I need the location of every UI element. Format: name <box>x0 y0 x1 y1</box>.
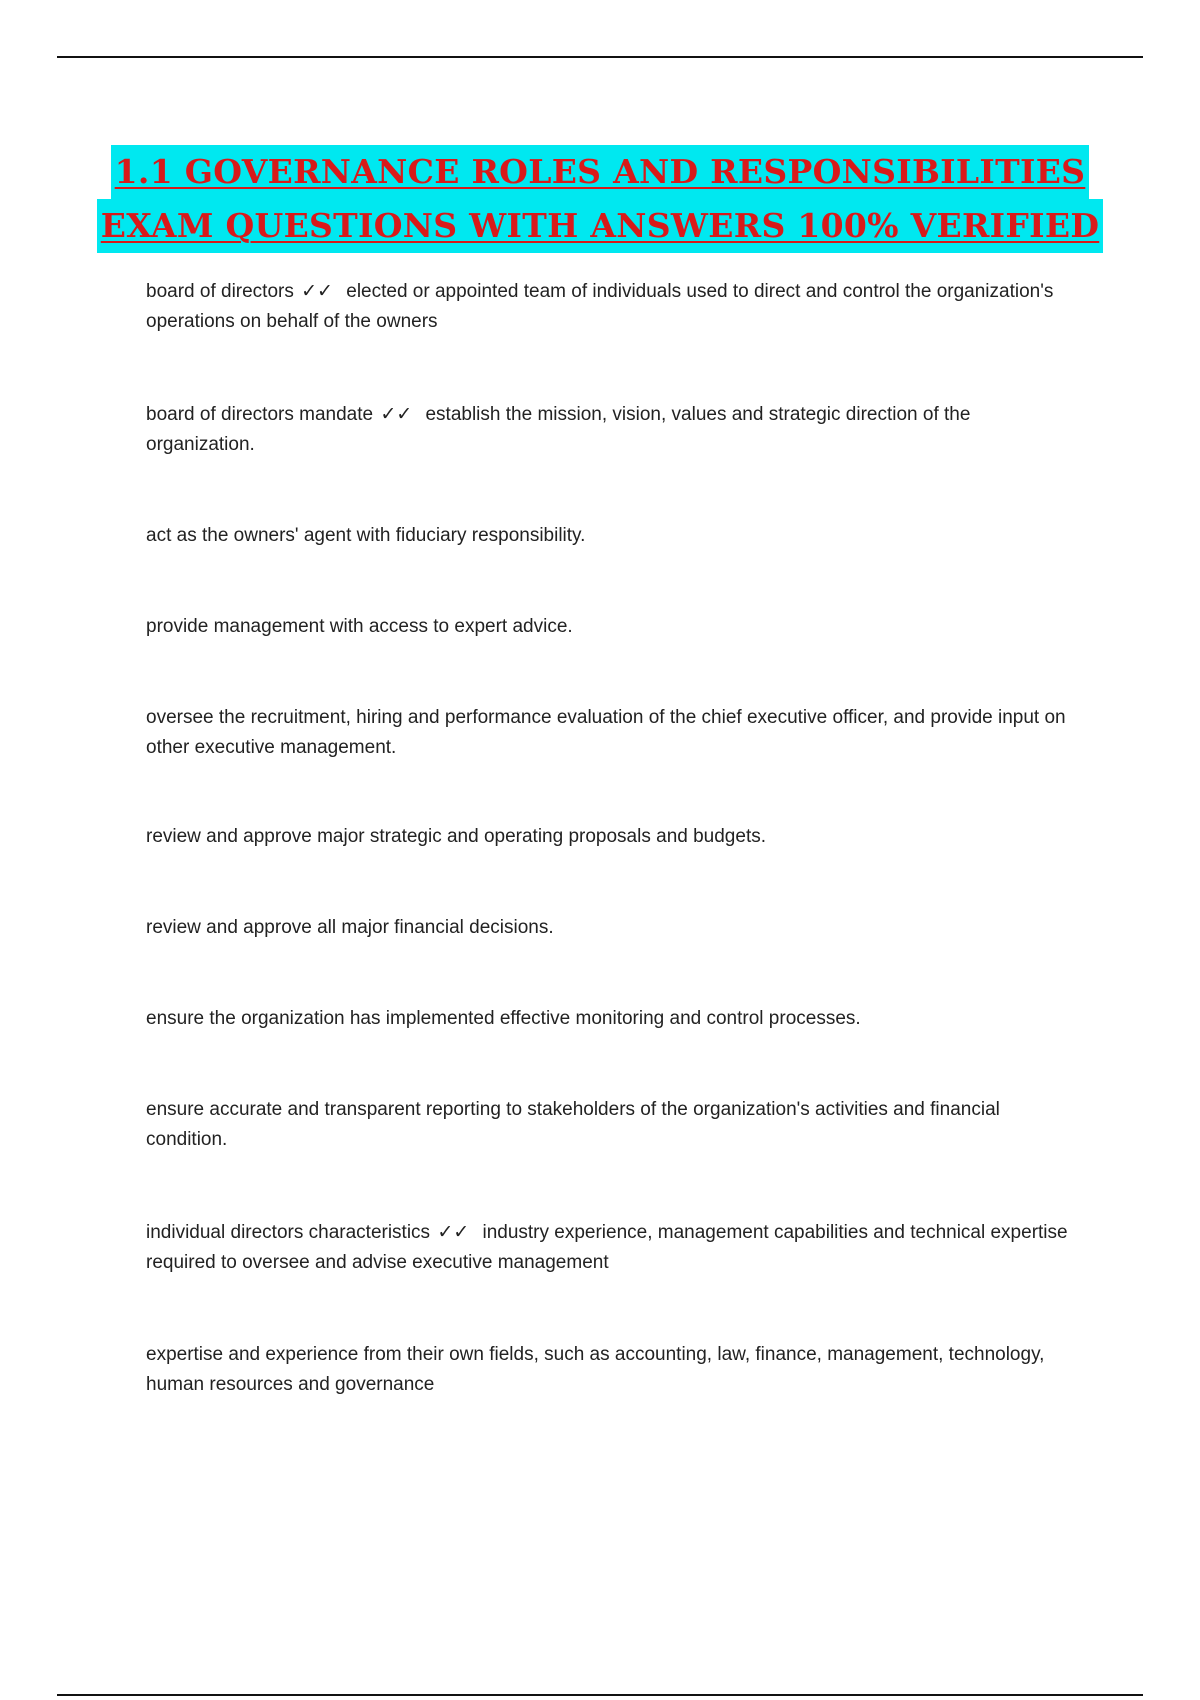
entry-definition: act as the owners' agent with fiduciary responsibility. <box>146 525 586 546</box>
entry-text <box>146 703 1071 763</box>
entry-definition: oversee the recruitment, hiring and performance evaluation of the chief executive officer, and provide input on other executive management. <box>146 707 1066 758</box>
entry-term: board of directors <box>146 281 294 302</box>
double-check-icon: ✓✓ <box>380 404 413 425</box>
entry-definition: industry experience, management capabilities and technical expertise required to oversee and advise executive management <box>146 1222 1068 1273</box>
entry-text <box>146 913 1071 943</box>
title-line-2: EXAM QUESTIONS WITH ANSWERS 100% VERIFIED <box>97 199 1104 253</box>
entry-board-mandate <box>146 400 1071 460</box>
entry-text <box>146 1004 1071 1034</box>
title-line-1: 1.1 GOVERNANCE ROLES AND RESPONSIBILITIES <box>111 145 1090 199</box>
entry-text <box>146 822 1071 852</box>
entry-term: individual directors characteristics <box>146 1222 431 1243</box>
entry-definition: provide management with access to expert advice. <box>146 616 573 637</box>
entry-board-of-directors <box>146 277 1071 337</box>
entry-definition: ensure accurate and transparent reporting to stakeholders of the organization's activities and financial condition. <box>146 1099 1000 1150</box>
entry-text <box>146 1340 1071 1400</box>
double-check-icon: ✓✓ <box>437 1222 470 1243</box>
document-title <box>0 145 1200 253</box>
entry-text <box>146 612 1071 642</box>
entry-definition: review and approve major strategic and operating proposals and budgets. <box>146 826 766 847</box>
entry-text <box>146 1095 1071 1155</box>
top-rule <box>57 56 1143 58</box>
entry-text <box>146 521 1071 551</box>
bottom-rule <box>57 1694 1143 1696</box>
entry-definition: review and approve all major financial decisions. <box>146 917 554 938</box>
entry-term: board of directors mandate <box>146 404 374 425</box>
entry-definition: elected or appointed team of individuals used to direct and control the organization's operations on behalf of the owners <box>146 281 1054 332</box>
entry-definition: expertise and experience from their own fields, such as accounting, law, finance, management, technology, human resources and governance <box>146 1344 1045 1395</box>
entry-individual-directors <box>146 1218 1071 1278</box>
double-check-icon: ✓✓ <box>301 281 333 302</box>
entry-definition: ensure the organization has implemented effective monitoring and control processes. <box>146 1008 861 1029</box>
entry-definition: establish the mission, vision, values and strategic direction of the organization. <box>146 404 971 455</box>
